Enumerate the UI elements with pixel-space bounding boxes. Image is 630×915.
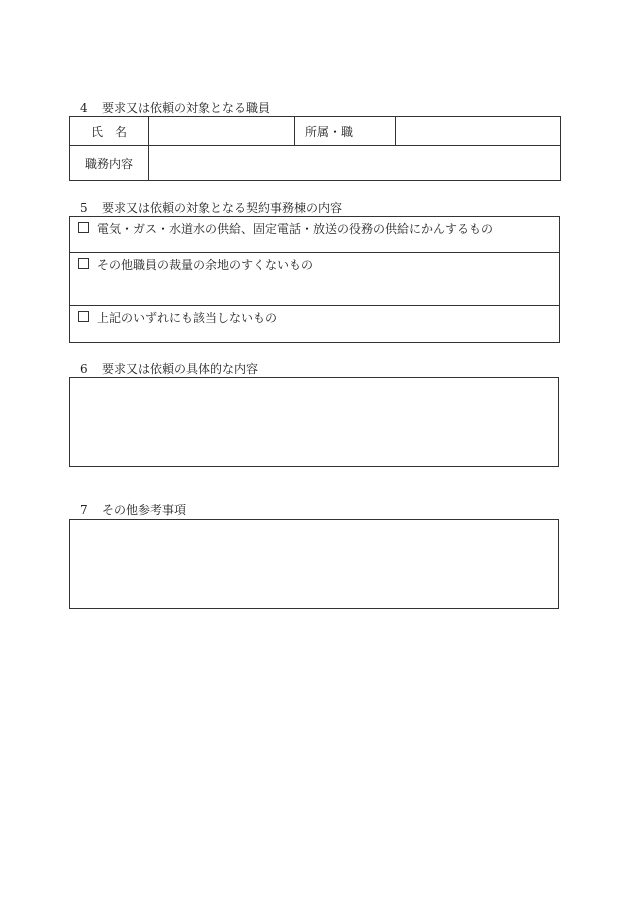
- option-utilities[interactable]: [70, 217, 559, 253]
- employee-table: [69, 116, 561, 181]
- section-6-title: 要求又は依頼の具体的な内容: [102, 362, 259, 376]
- option-utilities-label: 電気・ガス・水道水の供給、固定電話・放送の役務の供給にかんするもの: [97, 222, 494, 236]
- option-limited-discretion[interactable]: [70, 253, 559, 306]
- checkbox-icon[interactable]: [78, 311, 89, 322]
- section-6-number: 6: [80, 362, 88, 376]
- name-label: 氏 名: [70, 117, 149, 146]
- name-field[interactable]: [149, 117, 295, 146]
- option-none-of-above-label: 上記のいずれにも該当しないもの: [97, 311, 278, 325]
- section-5-number: 5: [80, 201, 88, 215]
- checkbox-icon[interactable]: [78, 222, 89, 233]
- duties-label: 職務内容: [70, 146, 149, 181]
- section-7-number: 7: [80, 503, 88, 517]
- option-limited-discretion-label: その他職員の裁量の余地のすくないもの: [97, 258, 314, 272]
- duties-field[interactable]: [149, 146, 561, 181]
- section-4-number: 4: [80, 101, 88, 115]
- section-4-title: 要求又は依頼の対象となる職員: [102, 101, 271, 115]
- section-5-heading: [80, 201, 342, 215]
- section-6-heading: [80, 362, 258, 376]
- checkbox-icon[interactable]: [78, 258, 89, 269]
- section-5-title: 要求又は依頼の対象となる契約事務棟の内容: [102, 201, 343, 215]
- section-4-heading: [80, 101, 270, 115]
- specific-content-field[interactable]: [69, 377, 559, 467]
- affiliation-label: 所属・職: [295, 117, 396, 146]
- section-7-title: その他参考事項: [102, 503, 187, 517]
- affiliation-field[interactable]: [396, 117, 561, 146]
- other-reference-field[interactable]: [69, 519, 559, 609]
- section-7-heading: [80, 503, 186, 517]
- option-none-of-above[interactable]: [70, 306, 559, 342]
- contract-options: [69, 216, 560, 343]
